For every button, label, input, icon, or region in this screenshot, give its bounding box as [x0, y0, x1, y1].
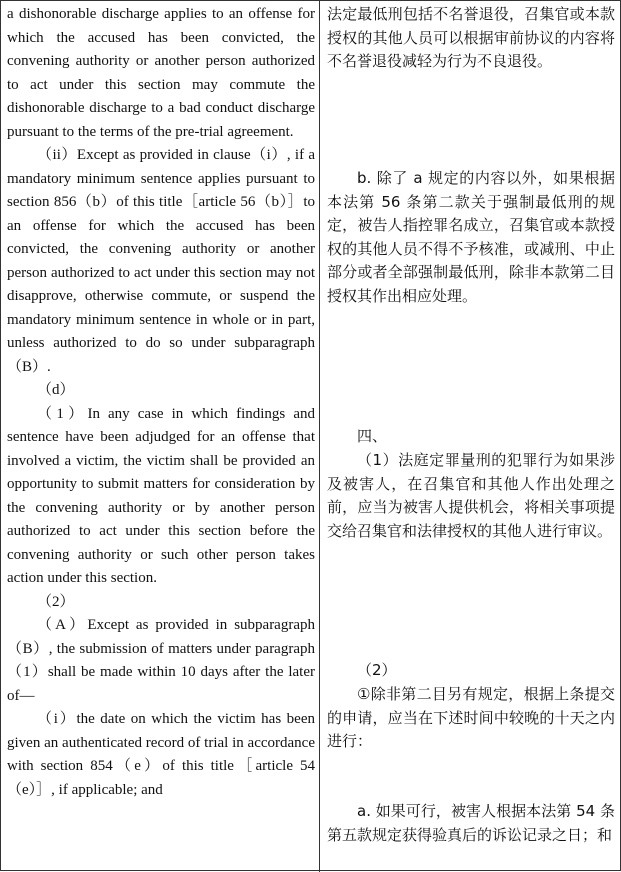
english-paragraph-2: （ii）Except as provided in clause（i）, if a mandatory minimum sentence applies pursuant to section 856（b）of this title［article 56（b）］to an offense for which the accused has been convicted, the convening authority or another person authorized to act under this section may not disapprove, otherwise commute, or suspend the mandatory minimum sentence in whole or in part, unless authorized to do so under subparagraph（B）. — [7, 147, 315, 375]
english-paragraph-6: （A）Except as provided in subparagraph（B）, the submission of matters under paragraph（1）shall be made within 10 days after the later of— — [7, 617, 315, 704]
english-paragraph-3: （d） — [37, 382, 75, 398]
chinese-paragraph-6: ①除非第二目另有规定，根据上条提交的申请，应当在下述时间中较晚的十天之内进行： — [327, 685, 615, 750]
chinese-paragraph-1: 法定最低刑包括不名誉退役，召集官或本款授权的其他人员可以根据审前协议的内容将不名誉退役减轻为行为不良退役。 — [327, 5, 615, 70]
english-paragraph-4: （1）In any case in which findings and sentence have been adjudged for an offense that involved a victim, the victim shall be provided an opportunity to submit matters for consideration by the convening authority or by another person authorized to act under this section before the convening authority or such other person takes action under this section. — [7, 405, 315, 586]
chinese-paragraph-2: b. 除了 a 规定的内容以外，如果根据本法第 56 条第二款关于强制最低刑的规定，被告人指控罪名成立，召集官或本款授权的其他人员不得不予核准，或减刑、中止部分或者全部强制最低刑，除非本款第二目授权其作出相应处理。 — [327, 169, 615, 305]
chinese-paragraph-5: （2） — [357, 661, 397, 679]
english-paragraph-7: （i）the date on which the victim has been given an authenticated record of trial in accordance with section 854（e）of this title［article 54（e）］, if applicable; and — [7, 711, 315, 798]
english-paragraph-1: a dishonorable discharge applies to an offense for which the accused has been convicted, the convening authority or another person authorized to act under this section may commute the dishonorable discharge to a bad conduct discharge pursuant to the terms of the pre-trial agreement. — [7, 6, 315, 140]
chinese-paragraph-7: a. 如果可行，被害人根据本法第 54 条第五款规定获得验真后的诉讼记录之日；和 — [327, 802, 615, 844]
column-divider — [319, 1, 320, 872]
chinese-paragraph-4: （1）法庭定罪量刑的犯罪行为如果涉及被害人，在召集官和其他人作出处理之前，应当为被害人提供机会，将相关事项提交给召集官和法律授权的其他人进行审议。 — [327, 451, 615, 540]
english-column — [7, 3, 315, 802]
english-paragraph-5: （2） — [37, 593, 75, 610]
chinese-paragraph-3: 四、 — [357, 427, 388, 445]
